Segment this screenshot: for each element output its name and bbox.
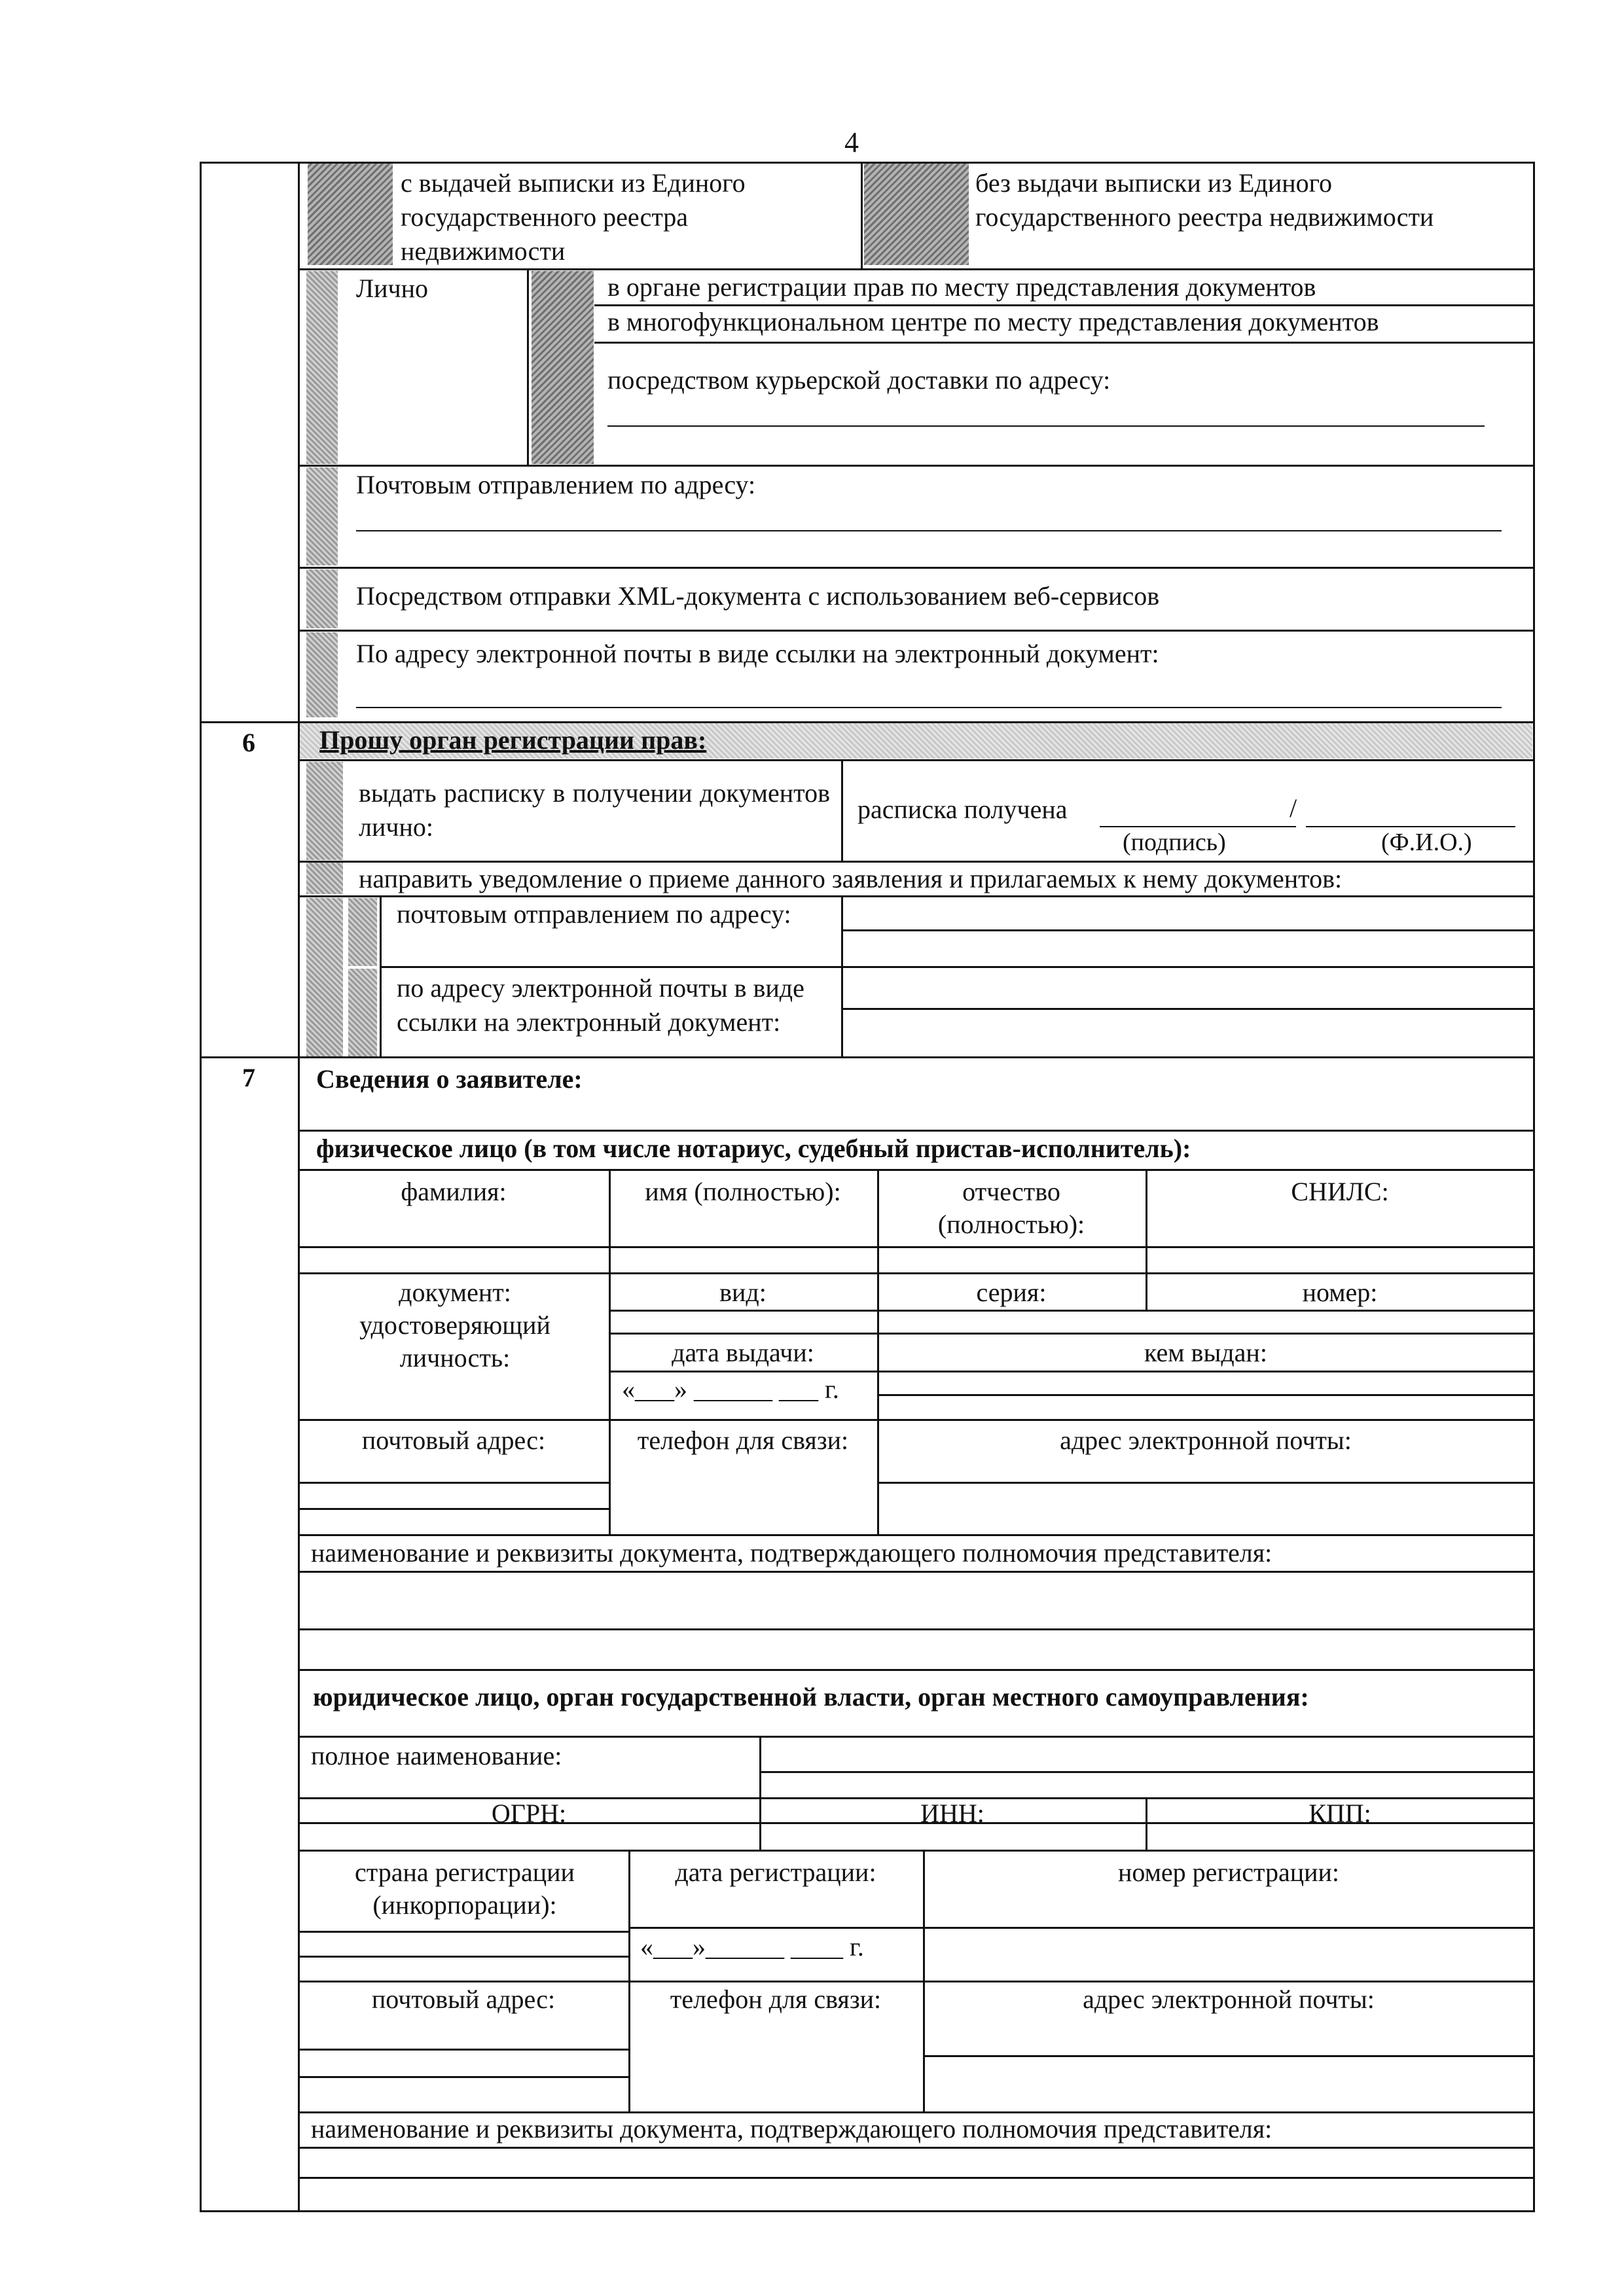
option-email-link: По адресу электронной почты в виде ссылки на электронный документ: [356, 639, 1159, 668]
checkbox-notify-post[interactable] [348, 898, 377, 966]
checkbox-notify[interactable] [306, 863, 343, 894]
notify-email-label: по адресу электронной почты в виде ссылки на электронный документ: [397, 973, 804, 1037]
post-address-line[interactable] [356, 530, 1502, 531]
frame-bottom [200, 2210, 1535, 2212]
page-number: 4 [844, 126, 859, 158]
checkbox-email-link[interactable] [306, 632, 338, 717]
legal-heading: юридическое лицо, орган государственной власти, орган местного самоуправления: [313, 1682, 1309, 1712]
receipt-received-label: расписка получена [857, 795, 1068, 824]
legal-phone-label: телефон для связи: [670, 1984, 882, 2014]
option-xml: Посредством отправки XML-документа с использованием веб-сервисов [356, 581, 1160, 611]
checkbox-receipt[interactable] [306, 762, 343, 860]
reg-date-field[interactable]: «___»______ ____ г. [640, 1932, 864, 1962]
option-reg-office: в органе регистрации прав по месту представления документов [607, 272, 1316, 302]
section6-heading: Прошу орган регистрации прав: [319, 725, 707, 755]
doc-kind-label: вид: [719, 1278, 767, 1307]
ogrn-label: ОГРН: [491, 1799, 567, 1828]
frame-right [1533, 162, 1535, 2210]
issue-date-field[interactable]: «___» ______ ___ г. [622, 1374, 839, 1404]
courier-address-line[interactable] [607, 425, 1485, 427]
option-without-extract: без выдачи выписки из Единого государственного реестра недвижимости [975, 168, 1434, 232]
legal-email-label: адрес электронной почты: [1083, 1984, 1375, 2014]
signature-hint: (подпись) [1123, 829, 1226, 856]
postal-label: почтовый адрес: [361, 1426, 546, 1455]
id-doc-label: документ: удостоверяющий личность: [359, 1278, 550, 1372]
snils-label: СНИЛС: [1291, 1177, 1389, 1206]
patronymic-label: отчество (полностью): [937, 1177, 1085, 1239]
kpp-label: КПП: [1308, 1799, 1371, 1828]
notify-post-label: почтовым отправлением по адресу: [397, 899, 791, 929]
checkbox-in-person[interactable] [306, 271, 338, 464]
reg-number-label: номер регистрации: [1117, 1857, 1340, 1887]
row-number-7: 7 [242, 1063, 255, 1092]
inn-label: ИНН: [920, 1799, 984, 1828]
checkbox-with-extract[interactable] [308, 164, 393, 265]
issue-date-label: дата выдачи: [672, 1338, 814, 1367]
legal-postal-label: почтовый адрес: [371, 1984, 556, 2014]
name-label: имя (полностью): [645, 1177, 841, 1206]
checkbox-notify-email[interactable] [348, 969, 377, 1056]
email-label: адрес электронной почты: [1060, 1426, 1352, 1455]
reg-date-label: дата регистрации: [675, 1857, 876, 1887]
full-name-label: полное наименование: [311, 1741, 562, 1770]
notify-indent-strip [306, 898, 343, 1056]
option-with-extract: с выдачей выписки из Единого государственного реестра недвижимости [401, 168, 746, 266]
checkbox-post[interactable] [306, 467, 338, 565]
legal-authority-doc-label: наименование и реквизиты документа, подтверждающего полномочия представителя: [311, 2114, 1272, 2144]
receipt-request: выдать расписку в получении документов лично: [359, 778, 830, 842]
checkbox-reg-office[interactable] [532, 271, 594, 464]
country-label: страна регистрации (инкорпорации): [355, 1857, 575, 1920]
option-post: Почтовым отправлением по адресу: [356, 470, 756, 499]
doc-number-label: номер: [1302, 1278, 1378, 1307]
notify-label: направить уведомление о приеме данного заявления и прилагаемых к нему документов: [359, 864, 1343, 893]
individual-authority-doc-label: наименование и реквизиты документа, подтверждающего полномочия представителя: [311, 1538, 1272, 1568]
individual-heading: физическое лицо (в том числе нотариус, судебный пристав-исполнитель): [316, 1134, 1191, 1163]
frame-left [200, 162, 202, 2210]
row-number-6: 6 [242, 728, 255, 757]
section7-heading: Сведения о заявителе: [316, 1064, 583, 1094]
checkbox-xml[interactable] [306, 569, 338, 628]
surname-label: фамилия: [401, 1177, 507, 1206]
option-courier: посредством курьерской доставки по адресу: [607, 365, 1111, 395]
receipt-slash: / [1290, 793, 1297, 823]
option-mfc: в многофункциональном центре по месту представления документов [607, 307, 1379, 336]
fio-hint: (Ф.И.О.) [1381, 829, 1472, 856]
option-in-person: Лично [356, 274, 429, 303]
checkbox-without-extract[interactable] [864, 164, 969, 265]
email-link-line[interactable] [356, 707, 1502, 708]
issued-by-label: кем выдан: [1144, 1338, 1267, 1367]
phone-label: телефон для связи: [637, 1426, 849, 1455]
doc-series-label: серия: [976, 1278, 1047, 1307]
